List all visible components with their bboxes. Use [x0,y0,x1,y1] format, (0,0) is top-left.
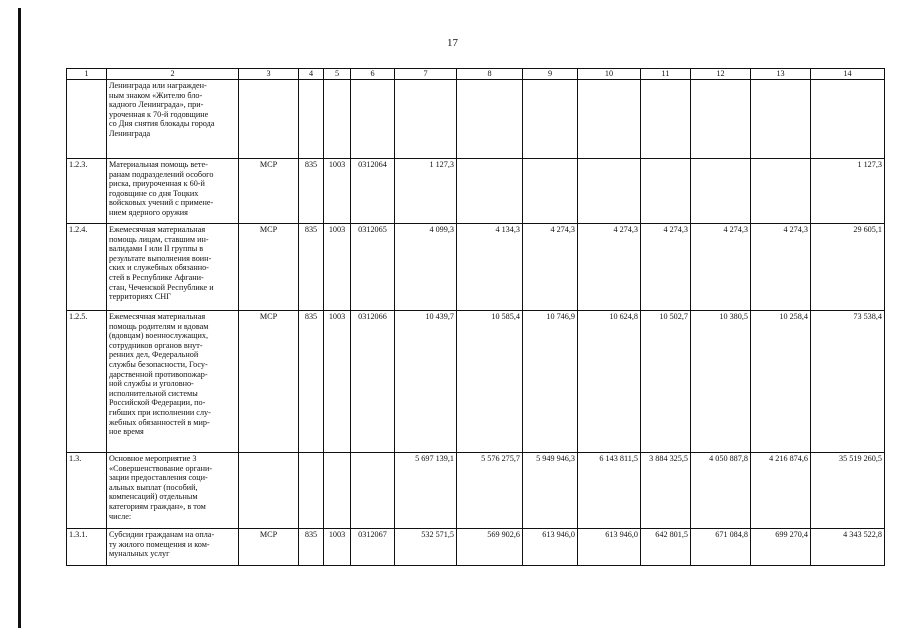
col-header: 9 [523,69,578,80]
cell-value: 5 576 275,7 [457,453,523,529]
row-number: 1.3.1. [67,529,107,566]
cell-executor: МСР [239,311,299,453]
cell-value: 699 270,4 [751,529,811,566]
cell-value: 5 949 946,3 [523,453,578,529]
cell-value: 1 127,3 [395,159,457,224]
col-header: 7 [395,69,457,80]
cell-total: 1 127,3 [811,159,885,224]
cell-code-5: 1003 [324,224,351,311]
cell-code-6 [351,453,395,529]
header-row [67,69,885,80]
table-row [67,224,885,311]
cell-value: 613 946,0 [578,529,641,566]
table-row [67,80,885,159]
table-row [67,311,885,453]
cell-value [523,80,578,159]
cell-value: 4 050 887,8 [691,453,751,529]
row-description: Ленинграда или награжден- ным знаком «Жителю бло- кадного Ленинграда», при- уроченная к 70-й годовщине со Дня снятия блокады города Ленинграда [107,80,239,159]
cell-value [578,159,641,224]
cell-code-5 [324,453,351,529]
row-number [67,80,107,159]
col-header: 2 [107,69,239,80]
cell-value: 613 946,0 [523,529,578,566]
row-description: Субсидии гражданам на опла- ту жилого помещения и ком- мунальных услуг [107,529,239,566]
row-description: Ежемесячная материальная помощь лицам, ставшим ин- валидами I или II группы в результате выполнения воин- ских и служебных обязанно- стей в Республике Афгани- стан, Чеченской Республике и территориях СНГ [107,224,239,311]
cell-value [751,159,811,224]
col-header: 5 [324,69,351,80]
cell-value [751,80,811,159]
cell-code-6: 0312067 [351,529,395,566]
cell-code-5: 1003 [324,529,351,566]
cell-value [395,80,457,159]
cell-total: 73 538,4 [811,311,885,453]
cell-total [811,80,885,159]
left-margin-bar [18,8,21,628]
cell-value: 10 585,4 [457,311,523,453]
table-row [67,159,885,224]
cell-value: 569 902,6 [457,529,523,566]
col-header: 8 [457,69,523,80]
table-row [67,529,885,566]
col-header: 14 [811,69,885,80]
cell-value: 10 746,9 [523,311,578,453]
cell-value: 4 274,3 [578,224,641,311]
col-header: 10 [578,69,641,80]
col-header: 13 [751,69,811,80]
cell-value: 4 274,3 [523,224,578,311]
cell-value: 4 134,3 [457,224,523,311]
col-header: 11 [641,69,691,80]
cell-value [523,159,578,224]
cell-executor [239,80,299,159]
col-header: 1 [67,69,107,80]
budget-table [66,68,885,566]
cell-code-4: 835 [299,529,324,566]
cell-value: 3 884 325,5 [641,453,691,529]
cell-code-6: 0312066 [351,311,395,453]
cell-value: 10 502,7 [641,311,691,453]
cell-value [641,80,691,159]
cell-value: 10 624,8 [578,311,641,453]
cell-value: 6 143 811,5 [578,453,641,529]
row-number: 1.2.4. [67,224,107,311]
cell-executor [239,453,299,529]
cell-value: 642 801,5 [641,529,691,566]
cell-executor: МСР [239,529,299,566]
page-number: 17 [447,37,458,49]
cell-value: 4 274,3 [751,224,811,311]
row-number: 1.3. [67,453,107,529]
row-number: 1.2.3. [67,159,107,224]
cell-code-4: 835 [299,224,324,311]
cell-value: 671 084,8 [691,529,751,566]
col-header: 6 [351,69,395,80]
cell-code-4: 835 [299,311,324,453]
cell-value [691,159,751,224]
col-header: 3 [239,69,299,80]
cell-code-5: 1003 [324,311,351,453]
row-description: Материальная помощь вете- ранам подразделений особого риска, приуроченная к 60-й годовщине со дня Тоцких войсковых учений с примене- нием ядерного оружия [107,159,239,224]
cell-code-6: 0312064 [351,159,395,224]
table-row [67,453,885,529]
cell-code-4: 835 [299,159,324,224]
cell-value: 10 380,5 [691,311,751,453]
cell-value [457,80,523,159]
col-header: 12 [691,69,751,80]
cell-code-4 [299,80,324,159]
cell-value: 4 099,3 [395,224,457,311]
cell-value: 4 216 874,6 [751,453,811,529]
cell-code-6: 0312065 [351,224,395,311]
cell-executor: МСР [239,159,299,224]
cell-value: 10 439,7 [395,311,457,453]
cell-total: 35 519 260,5 [811,453,885,529]
cell-executor: МСР [239,224,299,311]
cell-value: 4 274,3 [691,224,751,311]
cell-value: 532 571,5 [395,529,457,566]
cell-code-5 [324,80,351,159]
row-description: Основное мероприятие 3 «Совершенствование органи- зации предоставления соци- альных выплат (пособий, компенсаций) отдельным категориям граждан», в том числе: [107,453,239,529]
cell-value [457,159,523,224]
col-header: 4 [299,69,324,80]
cell-value: 10 258,4 [751,311,811,453]
cell-total: 4 343 522,8 [811,529,885,566]
cell-code-6 [351,80,395,159]
cell-code-5: 1003 [324,159,351,224]
cell-value: 5 697 139,1 [395,453,457,529]
row-description: Ежемесячная материальная помощь родителям и вдовам (вдовцам) военнослужащих, сотрудников органов внут- ренних дел, Федеральной службы безопасности, Госу- дарственной противопожар- ной службы и уголовно- исполнительной системы Российской Федерации, по- гибших при исполнении слу- жебных обязанностей в мир- ное время [107,311,239,453]
cell-value: 4 274,3 [641,224,691,311]
row-number: 1.2.5. [67,311,107,453]
cell-value [641,159,691,224]
cell-value [691,80,751,159]
cell-code-4 [299,453,324,529]
cell-value [578,80,641,159]
cell-total: 29 605,1 [811,224,885,311]
